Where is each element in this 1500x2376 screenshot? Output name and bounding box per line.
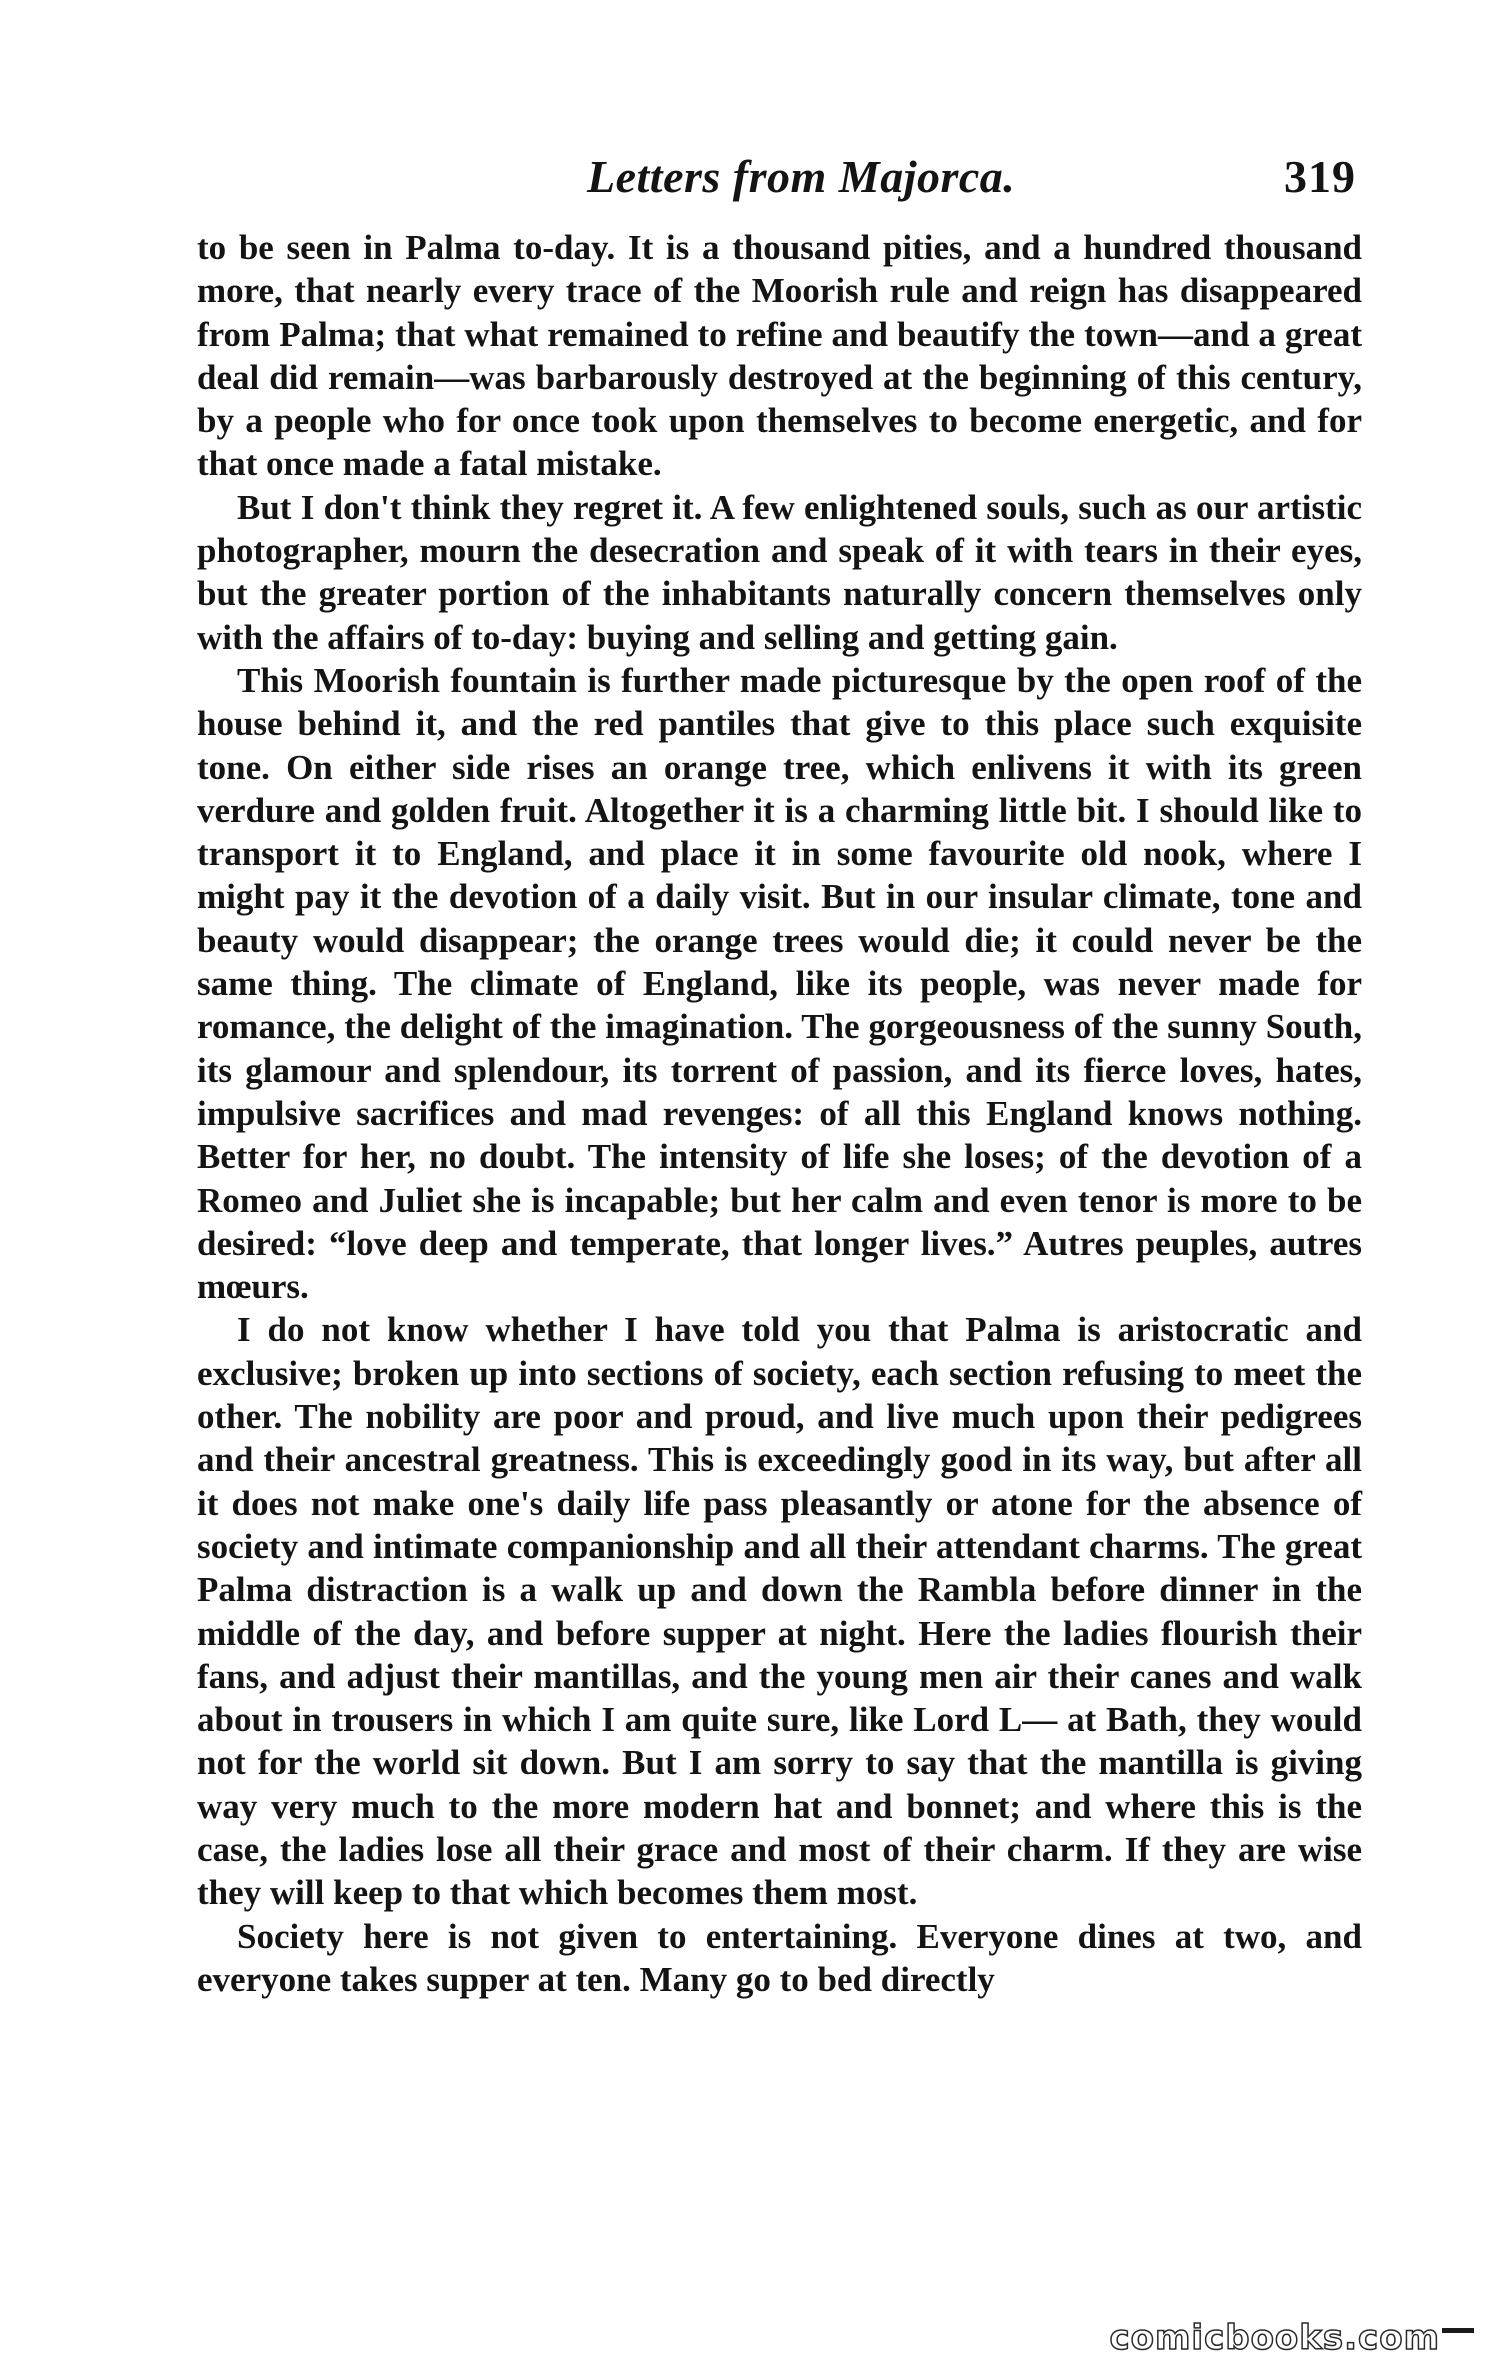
paragraph-society-palma: I do not know whether I have told you that Palma is aristocratic and exclusive; broken up into sections of society, each section refusing to meet the other. The nobility are poor and proud, and live much upon their pedigrees and their ancestral greatness. This is exceedingly good in its way, but after all it does not make one's daily life pass pleasantly or atone for the absence of society and intimate companionship and all their attendant charms. The great Palma distraction is a walk up and down the Rambla before dinner in the middle of the day, and before supper at night. Here the ladies flourish their fans, and adjust their mantillas, and the young men air their canes and walk about in trousers in which I am quite sure, like Lord L— at Bath, they would not for the world sit down. But I am sorry to say that the mantilla is giving way very much to the more modern hat and bonnet; and where this is the case, the ladies lose all their grace and most of their charm. If they are wise they will keep to that which becomes them most. [197, 1310, 1362, 1913]
paragraph-continued: to be seen in Palma to-day. It is a thousand pities, and a hundred thousand more, that nearly every trace of the Moorish rule and reign has disappeared from Palma; that what remained to refine and beautify the town—and a great deal did remain—was barbarously destroyed at the beginning of this century, by a people who for once took upon themselves to become energetic, and for that once made a fatal mistake. [197, 228, 1362, 484]
body-text [197, 226, 1362, 2001]
watermark-logo: comicbooks.com [1109, 2318, 1474, 2358]
paragraph-entertaining: Society here is not given to entertaining. Everyone dines at two, and everyone takes supper at ten. Many go to bed directly [197, 1916, 1362, 1999]
page-number: 319 [1284, 151, 1356, 202]
paragraph-regret: But I don't think they regret it. A few enlightened souls, such as our artistic photographer, mourn the desecration and speak of it with tears in their eyes, but the greater portion of the inhabitants naturally concern themselves only with the affairs of to-day: buying and selling and getting gain. [197, 487, 1362, 657]
running-title: Letters from Majorca. [587, 151, 1016, 202]
page-header [197, 150, 1362, 210]
paragraph-fountain: This Moorish fountain is further made picturesque by the open roof of the house behind it, and the red pantiles that give to this place such exquisite tone. On either side rises an orange tree, which enlivens it with its green verdure and golden fruit. Altogether it is a charming little bit. I should like to transport it to England, and place it in some favourite old nook, where I might pay it the devotion of a daily visit. But in our insular climate, tone and beauty would disappear; the orange trees would die; it could never be the same thing. The climate of England, like its people, was never made for romance, the delight of the imagination. The gorgeousness of the sunny South, its glamour and splendour, its torrent of passion, and its fierce loves, hates, impulsive sacrifices and mad revenges: of all this England knows nothing. Better for her, no doubt. The intensity of life she loses; of the devotion of a Romeo and Juliet she is incapable; but her calm and even tenor is more to be desired: “love deep and temperate, that longer lives.” Autres peuples, autres mœurs. [197, 660, 1362, 1307]
